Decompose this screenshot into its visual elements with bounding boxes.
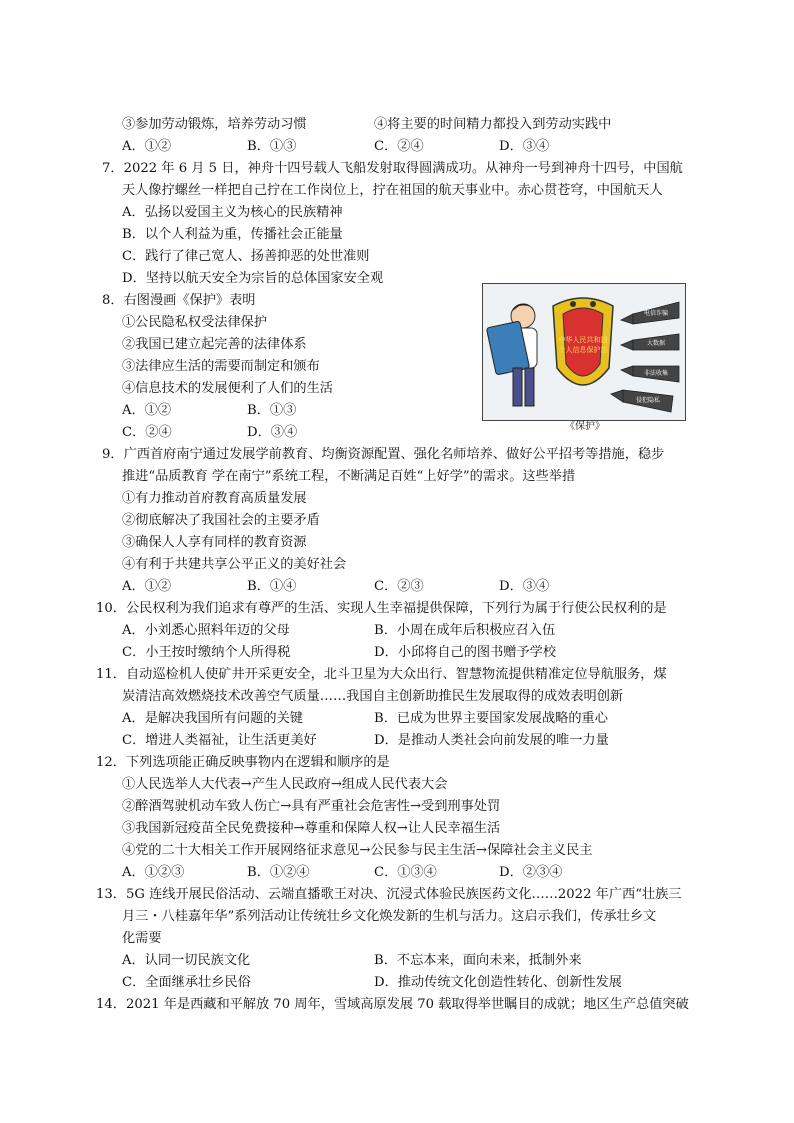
option-a: A．①② [122,579,172,594]
option-b: B．不忘本来，面向未来，抵制外来 [374,953,582,968]
question-10: 10．公民权利为我们追求有尊严的生活、实现人生幸福提供保障，下列行为属于行使公民权利的是 [96,601,667,616]
question-13-cont: 月三・八桂嘉年华”系列活动让传统壮乡文化焕发新的生机与活力。这启示我们，传承壮乡文 [122,909,657,924]
question-9-cont: 推进“品质教育 学在南宁”系统工程，不断满足百姓“上好学”的需求。这些举措 [122,469,576,484]
option-a: A．是解决我国所有问题的关键 [122,711,303,726]
statement-1: ①人民选举人大代表→产生人民政府→组成人民代表大会 [122,777,448,792]
question-14: 14．2021 年是西藏和平解放 70 周年，雪域高原发展 70 载取得举世瞩目的成就；地区生产总值突破 [96,997,689,1012]
option-b: B．①③ [247,403,297,418]
statement-1: ①公民隐私权受法律保护 [122,315,268,330]
shield-text-1: 中华人民共和国 [558,336,608,344]
option-d: D．③④ [499,139,550,154]
option-c: C．增进人类福祉，让生活更美好 [122,733,317,748]
option-d: D．③④ [247,425,298,440]
question-13: 13．5G 连线开展民俗活动、云端直播歌王对决、沉浸式体验民族医药文化……2022 年广西“壮族三 [96,887,682,902]
option-a: A．小刘悉心照料年迈的父母 [122,623,290,638]
question-9: 9．广西首府南宁通过发展学前教育、均衡资源配置、强化名师培养、做好公平招考等措施，稳步 [102,447,665,462]
question-13-cont: 化需要 [122,931,162,946]
figure-caption: 《保护》 [565,421,605,432]
option-b: B．①②④ [247,865,310,880]
option-b: B．小周在成年后积极应召入伍 [374,623,556,638]
arrow-label: 非法收集 [643,370,669,377]
option-d: D．推动传统文化创造性转化、创新性发展 [374,975,622,990]
option-c: C．践行了律己宽人、扬善抑恶的处世准则 [122,249,370,264]
arrow-label: 电信诈骗 [643,310,669,317]
option-a: A．①② [122,139,172,154]
question-11: 11．自动巡检机人使矿井开采更安全，北斗卫星为大众出行、智慧物流提供精准定位导航服务，煤 [96,667,667,682]
statement-3: ③确保人人享有同样的教育资源 [122,535,307,550]
option-b: B．①③ [247,139,297,154]
option-line: ③参加劳动锻炼，培养劳动习惯 [122,117,307,132]
statement-1: ①有力推动首府教育高质量发展 [122,491,307,506]
cartoon-illustration [483,284,685,420]
option-line: ④将主要的时间精力都投入到劳动实践中 [374,117,612,132]
shield-text-2: 个人信息保护法 [558,346,608,354]
option-c: C．①③④ [374,865,437,880]
statement-2: ②我国已建立起完善的法律体系 [122,337,307,352]
arrow-label: 侵犯隐私 [635,397,661,404]
question-12: 12．下列选项能正确反映事物内在逻辑和顺序的是 [96,755,390,770]
statement-3: ③法律应生活的需要而制定和颁布 [122,359,320,374]
option-c: C．②③ [374,579,424,594]
option-d: D．坚持以航天安全为宗旨的总体国家安全观 [122,271,384,286]
option-c: C．小王按时缴纳个人所得税 [122,645,291,660]
statement-4: ④党的二十大相关工作开展网络征求意见→公民参与民主生活→保障社会主义民主 [122,843,593,858]
option-a: A．①② [122,403,172,418]
option-c: C．②④ [122,425,172,440]
question-7-cont: 天人像拧螺丝一样把自己拧在工作岗位上，拧在祖国的航天事业中。赤心贯苍穹，中国航天人 [122,183,663,198]
option-a: A．①②③ [122,865,185,880]
question-11-cont: 炭清洁高效燃烧技术改善空气质量……我国自主创新助推民生发展取得的成效表明创新 [122,689,624,704]
option-a: A．认同一切民族文化 [122,953,251,968]
statement-2: ②彻底解决了我国社会的主要矛盾 [122,513,320,528]
option-b: B．以个人利益为重，传播社会正能量 [122,227,343,242]
option-c: C．②④ [374,139,424,154]
option-d: D．是推动人类社会向前发展的唯一力量 [374,733,609,748]
option-b: B．①④ [247,579,297,594]
option-c: C．全面继承壮乡民俗 [122,975,251,990]
option-d: D．③④ [499,579,550,594]
arrow-label: 大数据 [646,340,666,347]
option-d: D．小邱将自己的图书赠予学校 [374,645,557,660]
question-8: 8．右图漫画《保护》表明 [102,293,256,308]
statement-4: ④信息技术的发展便利了人们的生活 [122,381,333,396]
statement-3: ③我国新冠疫苗全民免费接种→尊重和保障人权→让人民幸福生活 [122,821,501,836]
option-d: D．②③④ [499,865,563,880]
option-a: A．弘扬以爱国主义为核心的民族精神 [122,205,343,220]
cartoon-figure [482,283,686,421]
statement-4: ④有利于共建共享公平正义的美好社会 [122,557,347,572]
statement-2: ②醉酒驾驶机动车致人伤亡→具有严重社会危害性→受到刑事处罚 [122,799,501,814]
question-7: 7．2022 年 6 月 5 日，神舟十四号载人飞船发射取得圆满成功。从神舟一号到神舟十四号，中国航 [102,161,683,176]
option-b: B．已成为世界主要国家发展战略的重心 [374,711,608,726]
